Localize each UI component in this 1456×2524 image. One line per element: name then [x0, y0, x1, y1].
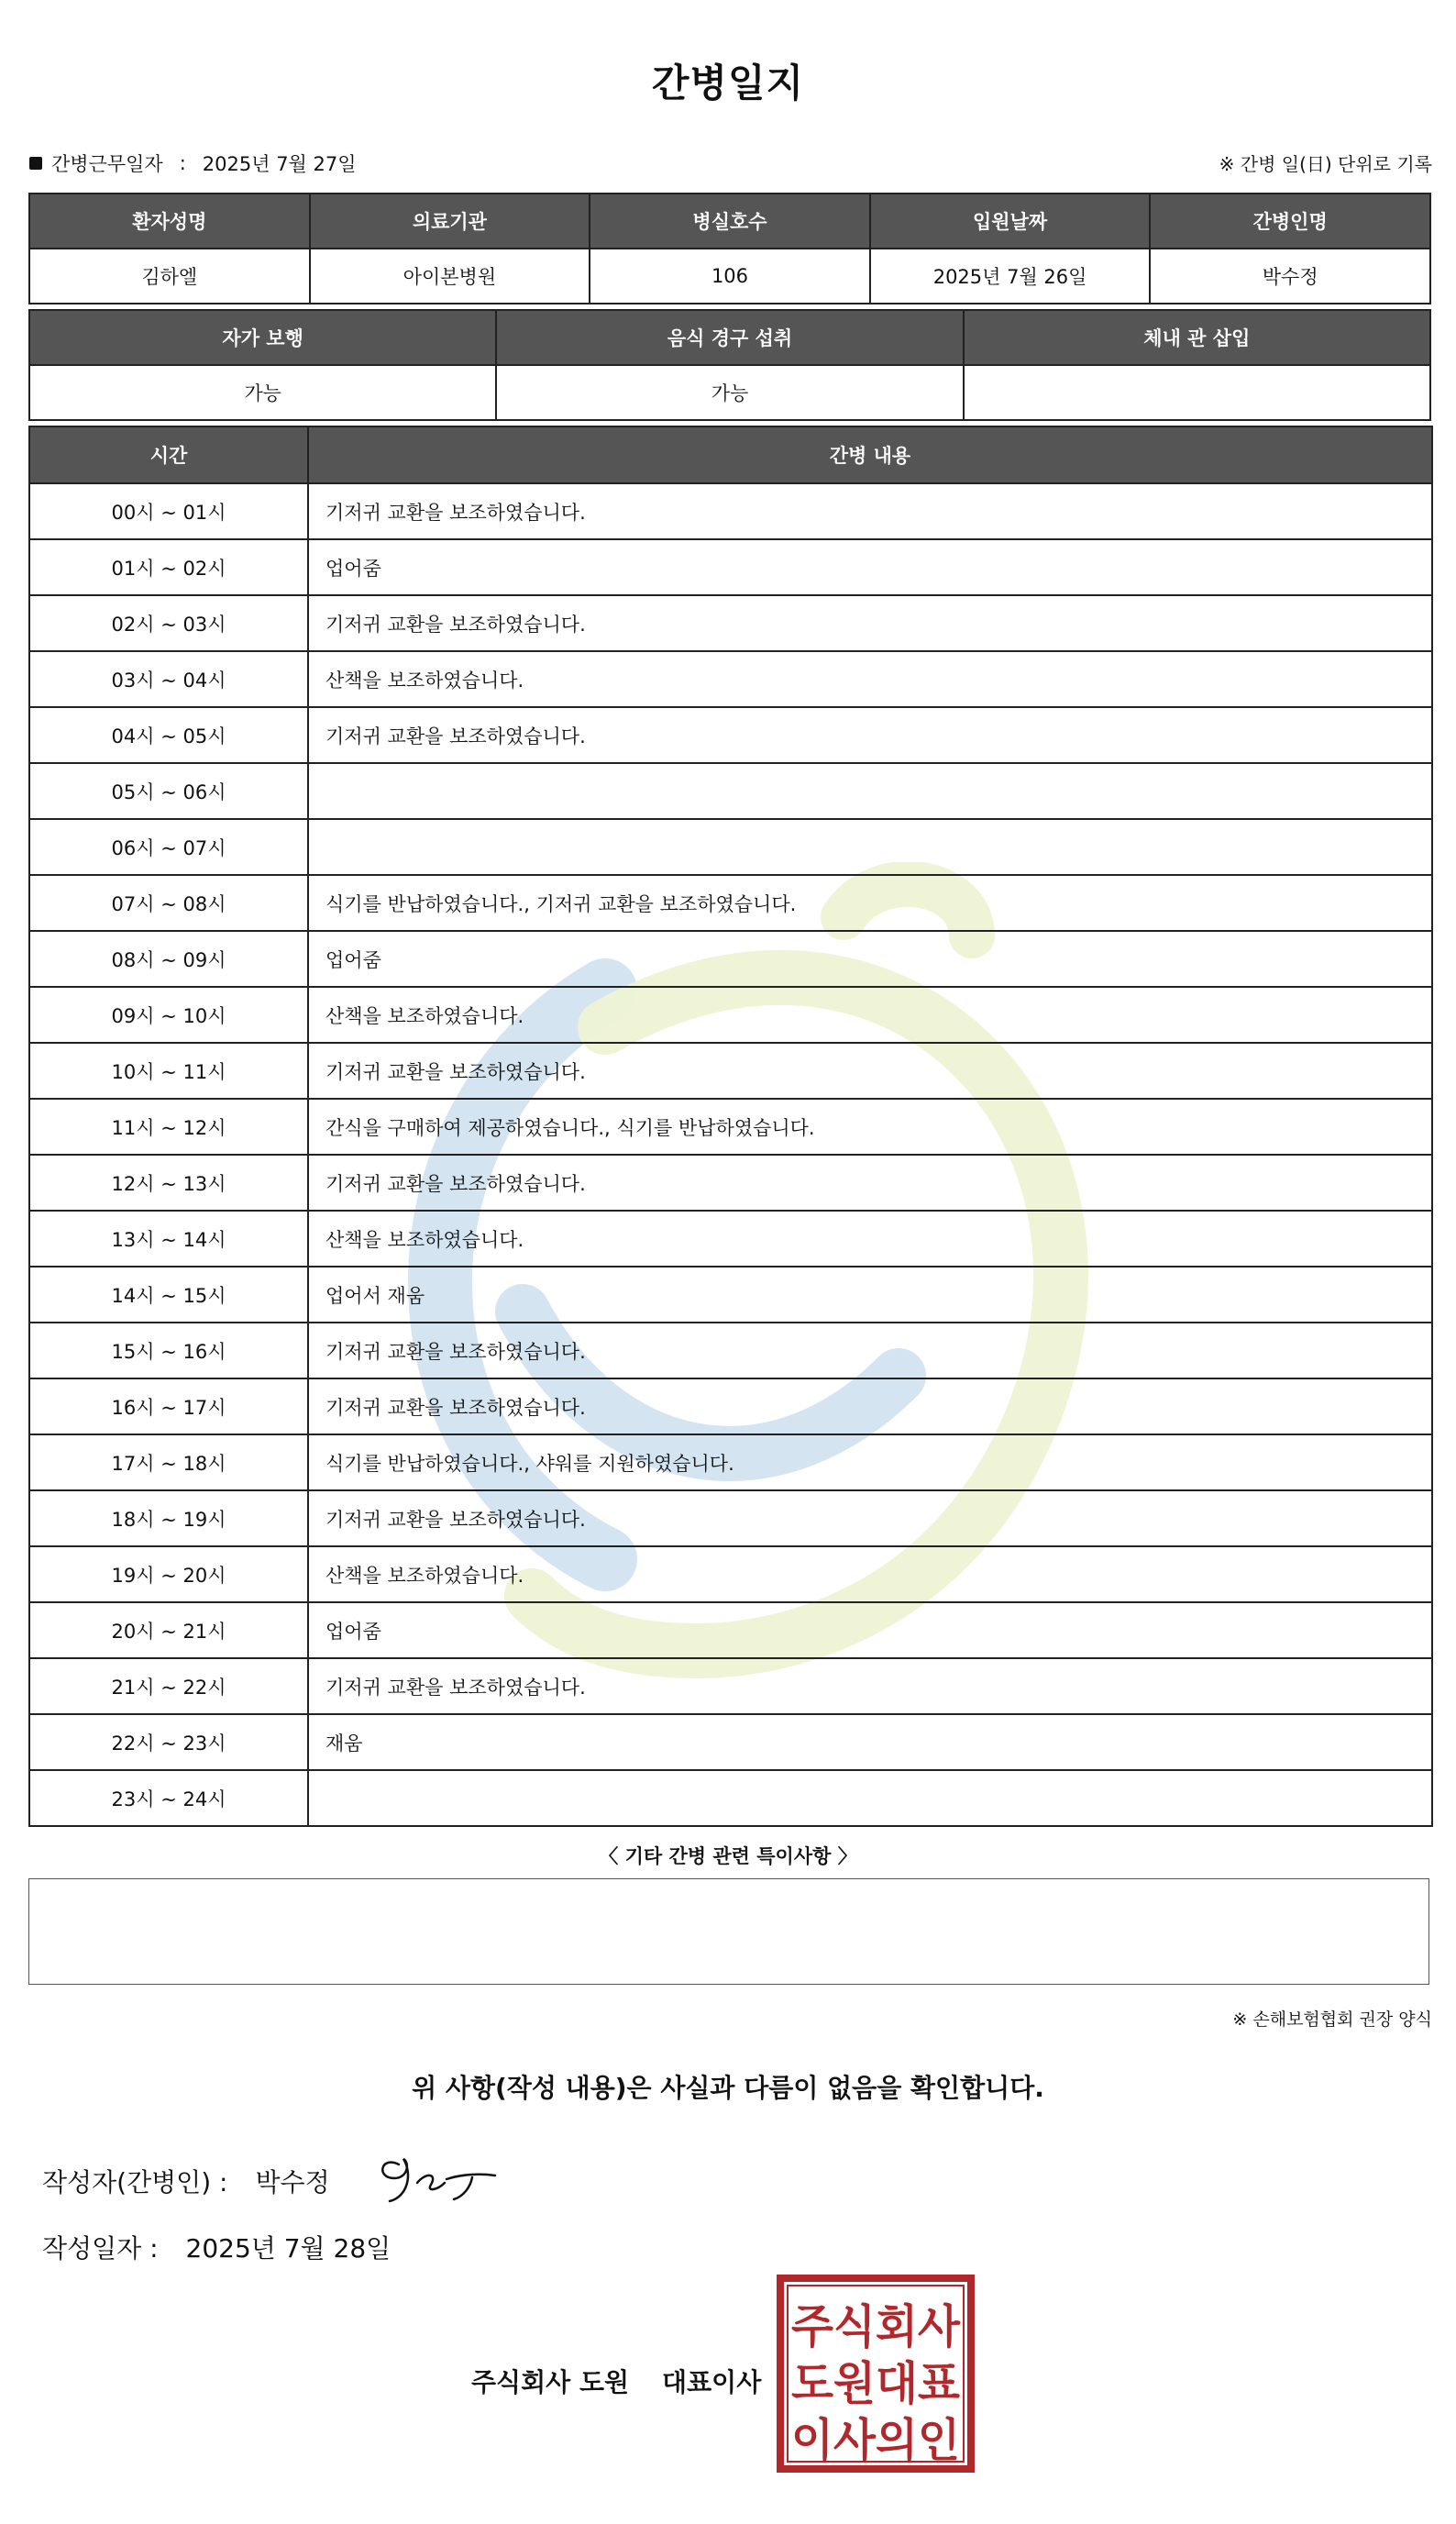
care-log-content: 산책을 보조하였습니다.: [308, 1546, 1432, 1602]
header-time: 시간: [29, 426, 308, 483]
care-log-time: 20시 ~ 21시: [29, 1602, 308, 1658]
care-log-content: 업어줌: [308, 1602, 1432, 1658]
care-log-content: 산책을 보조하였습니다.: [308, 987, 1432, 1043]
care-log-time: 15시 ~ 16시: [29, 1323, 308, 1378]
care-log-time: 00시 ~ 01시: [29, 483, 308, 539]
patient-status-header-row: [29, 310, 1430, 365]
record-note: ※ 간병 일(日) 단위로 기록: [1219, 153, 1432, 175]
written-date-value: 2025년 7월 28일: [185, 2233, 392, 2264]
written-date-line: [42, 2229, 391, 2265]
care-log-row: [29, 1714, 1432, 1770]
work-date-value: 2025년 7월 27일: [202, 153, 357, 175]
writer-line: [42, 2163, 330, 2199]
care-log-content: 산책을 보조하였습니다.: [308, 651, 1432, 707]
care-log-time: 09시 ~ 10시: [29, 987, 308, 1043]
company-line: [471, 2363, 761, 2399]
care-log-row: [29, 1155, 1432, 1211]
care-log-row: [29, 1658, 1432, 1714]
header-oral-intake: 음식 경구 섭취: [496, 310, 963, 365]
oral-intake-value: 가능: [496, 365, 963, 420]
care-log-time: 23시 ~ 24시: [29, 1770, 308, 1826]
care-log-time: 02시 ~ 03시: [29, 595, 308, 651]
care-log-content: 업어줌: [308, 539, 1432, 595]
care-log-content: 재움: [308, 1714, 1432, 1770]
header-caregiver-name: 간병인명: [1150, 194, 1430, 249]
care-log-content: 기저귀 교환을 보조하였습니다.: [308, 1323, 1432, 1378]
care-log-content: [308, 819, 1432, 875]
care-log-content: 업어서 재움: [308, 1267, 1432, 1323]
care-log-time: 19시 ~ 20시: [29, 1546, 308, 1602]
care-log-content: 식기를 반납하였습니다., 샤워를 지원하였습니다.: [308, 1434, 1432, 1490]
document-title: 간병일지: [651, 61, 805, 105]
care-log-body: [29, 483, 1432, 1826]
care-log-row: [29, 1323, 1432, 1378]
care-log-content: [308, 1770, 1432, 1826]
care-log-table: [28, 426, 1433, 1827]
notes-title: 〈 기타 간병 관련 특이사항 〉: [599, 1845, 857, 1867]
care-log-content: 기저귀 교환을 보조하였습니다.: [308, 595, 1432, 651]
care-log-time: 10시 ~ 11시: [29, 1043, 308, 1099]
care-log-content: 기저귀 교환을 보조하였습니다.: [308, 1155, 1432, 1211]
header-care-content: 간병 내용: [308, 426, 1432, 483]
care-log-content: 기저귀 교환을 보조하였습니다.: [308, 1490, 1432, 1546]
written-date-label: 작성일자 :: [42, 2233, 159, 2264]
care-log-row: [29, 931, 1432, 987]
care-log-time: 21시 ~ 22시: [29, 1658, 308, 1714]
care-log-time: 07시 ~ 08시: [29, 875, 308, 931]
seal-line-2: 도원대표: [791, 2357, 961, 2410]
room-number: 106: [590, 249, 870, 304]
care-log-row: [29, 819, 1432, 875]
care-log-row: [29, 483, 1432, 539]
header-room-number: 병실호수: [590, 194, 870, 249]
hospital-name: 아이본병원: [310, 249, 590, 304]
care-log-time: 17시 ~ 18시: [29, 1434, 308, 1490]
care-log-row: [29, 1267, 1432, 1323]
handwritten-signature: [371, 2146, 518, 2210]
care-log-content: 기저귀 교환을 보조하였습니다.: [308, 1378, 1432, 1434]
care-log-content: 기저귀 교환을 보조하였습니다.: [308, 707, 1432, 763]
bullet-square-icon: [29, 157, 42, 170]
care-log-content: 간식을 구매하여 제공하였습니다., 식기를 반납하였습니다.: [308, 1099, 1432, 1155]
care-log-row: [29, 1099, 1432, 1155]
care-log-row: [29, 987, 1432, 1043]
seal-line-3: 이사의인: [791, 2414, 960, 2467]
header-patient-name: 환자성명: [29, 194, 310, 249]
ceo-title: 대표이사: [662, 2367, 762, 2397]
caregiver-name: 박수정: [1150, 249, 1430, 304]
work-date-separator: :: [179, 152, 186, 174]
company-name: 주식회사 도원: [471, 2367, 630, 2397]
care-log-row: [29, 539, 1432, 595]
care-log-time: 12시 ~ 13시: [29, 1155, 308, 1211]
care-log-row: [29, 651, 1432, 707]
care-log-row: [29, 875, 1432, 931]
care-log-content: 식기를 반납하였습니다., 기저귀 교환을 보조하였습니다.: [308, 875, 1432, 931]
work-date-line: [29, 149, 357, 177]
patient-status-table: [28, 309, 1431, 421]
care-log-row: [29, 1770, 1432, 1826]
care-log-content: 기저귀 교환을 보조하였습니다.: [308, 1658, 1432, 1714]
care-log-row: [29, 595, 1432, 651]
header-tube-insertion: 체내 관 삽입: [964, 310, 1430, 365]
header-hospital: 의료기관: [310, 194, 590, 249]
form-note: ※ 손해보험협회 권장 양식: [1232, 2009, 1432, 2030]
care-log-time: 13시 ~ 14시: [29, 1211, 308, 1267]
care-log-time: 01시 ~ 02시: [29, 539, 308, 595]
care-log-time: 18시 ~ 19시: [29, 1490, 308, 1546]
patient-name: 김하엘: [29, 249, 310, 304]
patient-status-value-row: [29, 365, 1430, 420]
work-date-label: 간병근무일자: [51, 153, 163, 175]
care-log-time: 14시 ~ 15시: [29, 1267, 308, 1323]
care-log-content: 기저귀 교환을 보조하였습니다.: [308, 1043, 1432, 1099]
care-log-time: 04시 ~ 05시: [29, 707, 308, 763]
care-log-header-row: [29, 426, 1432, 483]
care-log-time: 03시 ~ 04시: [29, 651, 308, 707]
admission-date: 2025년 7월 26일: [870, 249, 1151, 304]
writer-label: 작성자(간병인) :: [42, 2167, 228, 2197]
care-log-time: 22시 ~ 23시: [29, 1714, 308, 1770]
confirmation-statement: 위 사항(작성 내용)은 사실과 다름이 없음을 확인합니다.: [412, 2073, 1044, 2103]
patient-info-header-row: [29, 194, 1430, 249]
care-log-row: [29, 1043, 1432, 1099]
seal-line-1: 주식회사: [791, 2300, 961, 2353]
care-log-content: 기저귀 교환을 보조하였습니다.: [308, 483, 1432, 539]
care-log-row: [29, 1546, 1432, 1602]
care-log-time: 11시 ~ 12시: [29, 1099, 308, 1155]
header-self-walking: 자가 보행: [29, 310, 496, 365]
care-log-row: [29, 1211, 1432, 1267]
care-log-time: 06시 ~ 07시: [29, 819, 308, 875]
care-log-row: [29, 707, 1432, 763]
care-log-time: 05시 ~ 06시: [29, 763, 308, 819]
company-seal-stamp: [775, 2273, 976, 2474]
care-log-row: [29, 1378, 1432, 1434]
tube-insertion-value: [964, 365, 1430, 420]
care-log-content: 산책을 보조하였습니다.: [308, 1211, 1432, 1267]
care-log-row: [29, 1434, 1432, 1490]
patient-info-table: [28, 193, 1431, 304]
care-log-row: [29, 763, 1432, 819]
notes-box: [28, 1878, 1429, 1985]
patient-info-value-row: [29, 249, 1430, 304]
care-log-content: 업어줌: [308, 931, 1432, 987]
care-log-time: 08시 ~ 09시: [29, 931, 308, 987]
header-admission-date: 입원날짜: [870, 194, 1151, 249]
writer-name: 박수정: [255, 2167, 330, 2197]
care-log-row: [29, 1490, 1432, 1546]
self-walking-value: 가능: [29, 365, 496, 420]
care-log-time: 16시 ~ 17시: [29, 1378, 308, 1434]
care-log-row: [29, 1602, 1432, 1658]
care-log-content: [308, 763, 1432, 819]
